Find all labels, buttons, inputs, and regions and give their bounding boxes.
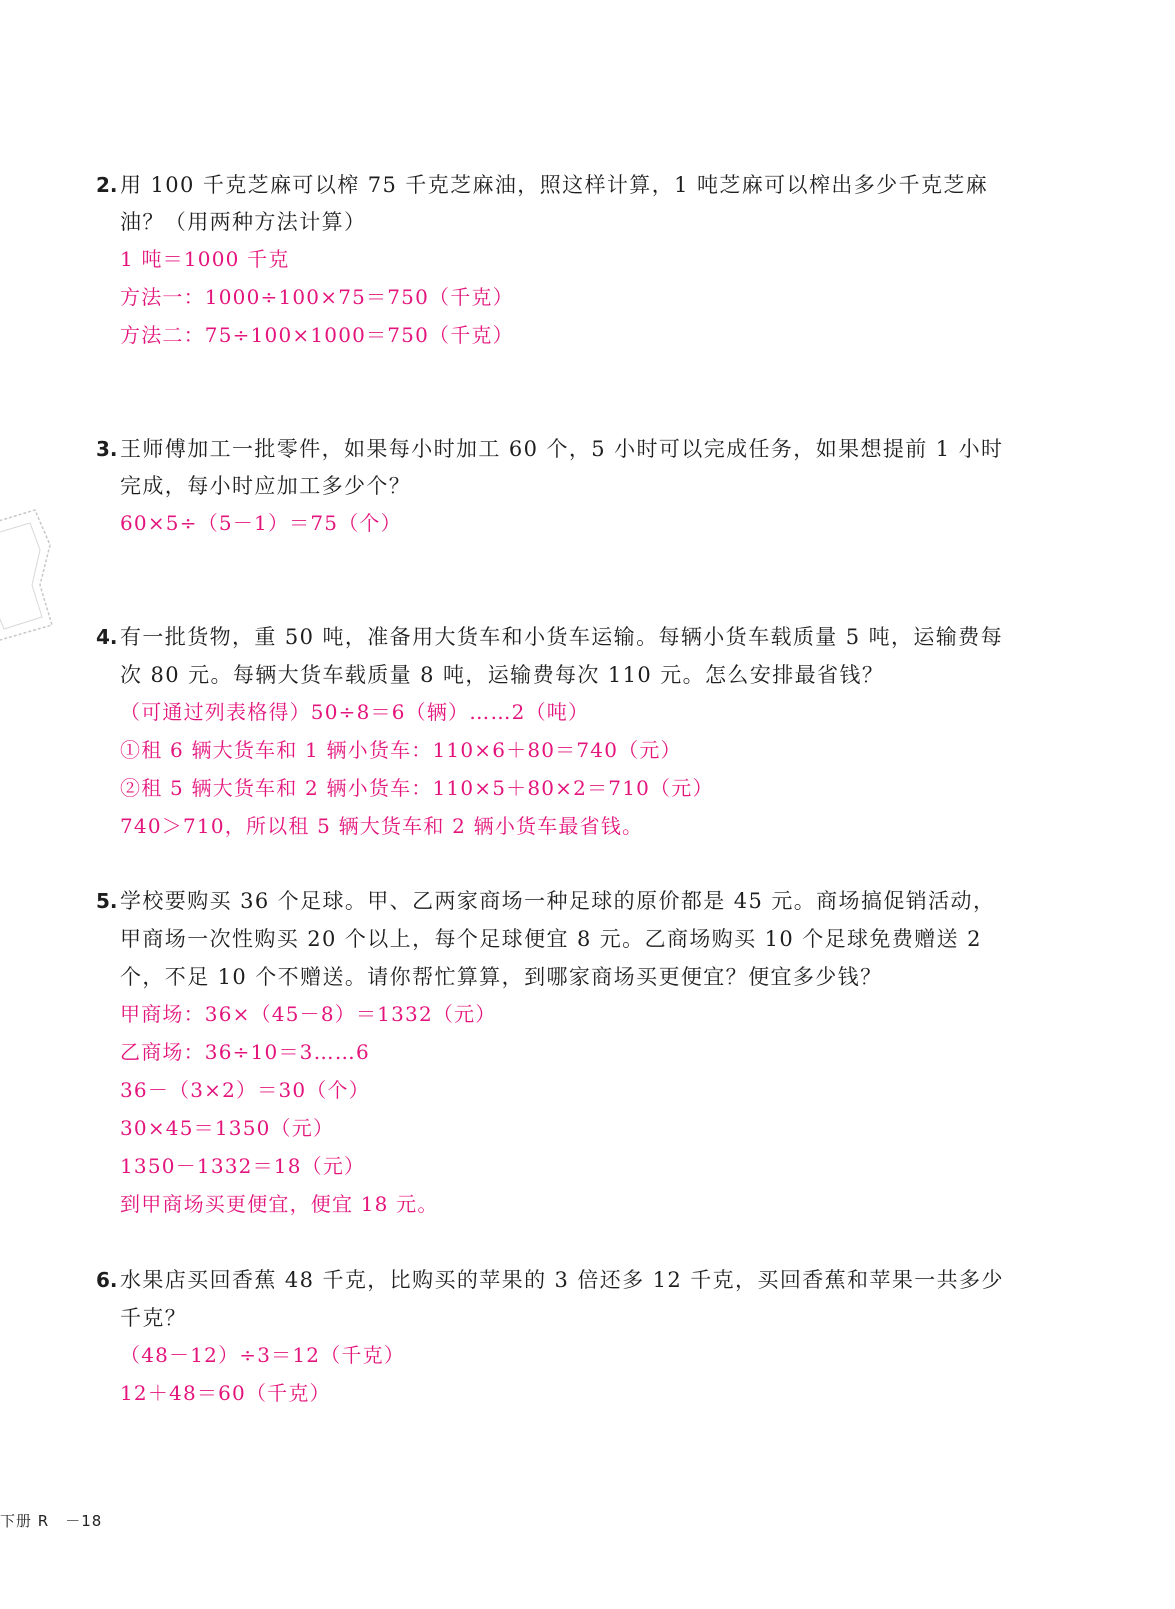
problem-5-question-line-1: 学校要购买 36 个足球。甲、乙两家商场一种足球的原价都是 45 元。商场搞促销活动， [120, 889, 996, 913]
problem-5-answer-line-5: 1350－1332＝18（元） [120, 1154, 366, 1178]
problem-6-question-line-1: 水果店买回香蕉 48 千克，比购买的苹果的 3 倍还多 12 千克，买回香蕉和苹果一共多少 [120, 1268, 1004, 1292]
problem-3-answer-line-1: 60×5÷（5－1）＝75（个） [120, 511, 402, 535]
problem-6-answer-line-2: 12＋48＝60（千克） [120, 1381, 331, 1405]
problem-5-answer-line-4: 30×45＝1350（元） [120, 1116, 335, 1140]
problem-6-number: 6. [96, 1268, 118, 1292]
problem-6-answer-line-1: （48－12）÷3＝12（千克） [120, 1343, 406, 1367]
problem-4-answer-line-2: ①租 6 辆大货车和 1 辆小货车：110×6＋80＝740（元） [120, 738, 682, 762]
problem-5-answer-line-3: 36－（3×2）＝30（个） [120, 1078, 370, 1102]
problem-2-answer-line-3: 方法二：75÷100×1000＝750（千克） [120, 323, 514, 347]
problem-2-number: 2. [96, 173, 118, 197]
problem-5-answer-line-1: 甲商场：36×（45－8）＝1332（元） [120, 1002, 497, 1026]
problem-5-number: 5. [96, 889, 118, 913]
problem-5-answer-line-6: 到甲商场买更便宜，便宜 18 元。 [120, 1192, 439, 1216]
problem-4-question-line-1: 有一批货物，重 50 吨，准备用大货车和小货车运输。每辆小货车载质量 5 吨，运输费每 [120, 625, 1003, 649]
problem-2-question-line-2: 油？（用两种方法计算） [120, 210, 367, 234]
problem-4-question-line-2: 次 80 元。每辆大货车载质量 8 吨，运输费每次 110 元。怎么安排最省钱？ [120, 663, 885, 687]
problem-2-answer-line-1: 1 吨＝1000 千克 [120, 247, 290, 271]
problem-4-answer-line-4: 740＞710，所以租 5 辆大货车和 2 辆小货车最省钱。 [120, 814, 644, 838]
problem-3-number: 3. [96, 437, 118, 461]
problem-3-question-line-2: 完成，每小时应加工多少个？ [120, 474, 412, 498]
problem-2-question-line-1: 用 100 千克芝麻可以榨 75 千克芝麻油，照这样计算，1 吨芝麻可以榨出多少千克芝麻 [120, 173, 989, 197]
stamp-graphic [0, 505, 60, 645]
problem-5-answer-line-2: 乙商场：36÷10＝3……6 [120, 1040, 370, 1064]
problem-4-number: 4. [96, 625, 118, 649]
problem-5-question-line-2: 甲商场一次性购买 20 个以上，每个足球便宜 8 元。乙商场购买 10 个足球免费赠送 2 [120, 927, 982, 951]
problem-5-question-line-3: 个，不足 10 个不赠送。请你帮忙算算，到哪家商场买更便宜？便宜多少钱？ [120, 965, 883, 989]
problem-4-answer-line-3: ②租 5 辆大货车和 2 辆小货车：110×5＋80×2＝710（元） [120, 776, 714, 800]
problem-2-answer-line-2: 方法一：1000÷100×75＝750（千克） [120, 285, 514, 309]
problem-4-answer-line-1: （可通过列表格得）50÷8＝6（辆）……2（吨） [120, 700, 590, 724]
problem-3-question-line-1: 王师傅加工一批零件，如果每小时加工 60 个，5 小时可以完成任务，如果想提前 1 小时 [120, 437, 1004, 461]
problem-6-question-line-2: 千克？ [120, 1306, 188, 1330]
page-footer: 下册 R －18 [0, 1512, 103, 1530]
